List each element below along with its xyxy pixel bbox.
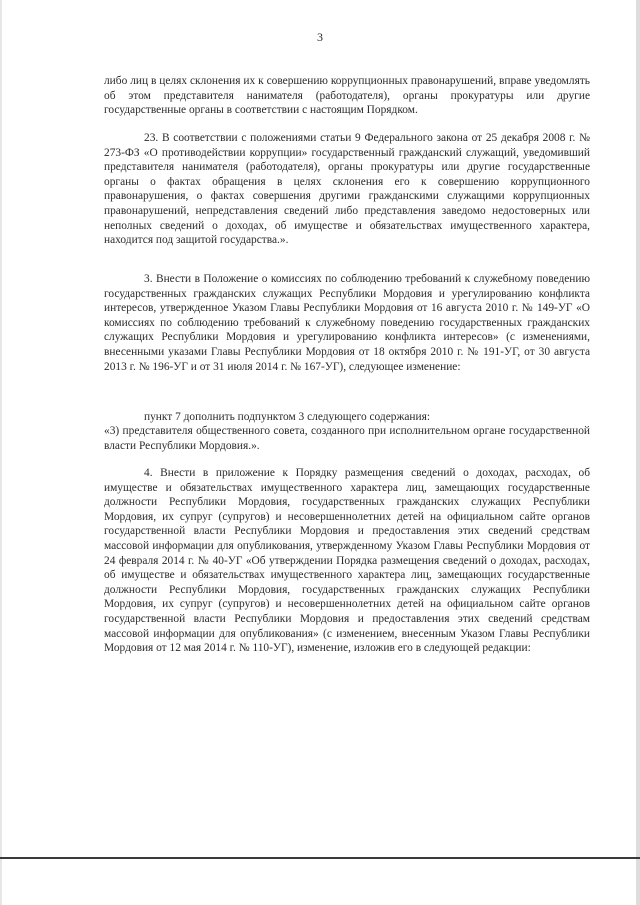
page-number: 3 bbox=[317, 30, 323, 44]
paragraph-23-text: 23. В соответствии с положениями статьи 9 Федерального закона от 25 декабря 2008 г. № 273-ФЗ «О противодействии коррупции» государственный гражданский служащий, уведомивший представителя нанимателя (работодателя), органы прокуратуры или другие государственные органы о фактах обращения в целях склонения его к совершению коррупционного правонарушения, о фактах совершения другими гражданскими служащими коррупционных правонарушений, непредставления сведений либо представления заведомо недостоверных или неполных сведений о доходах, об имуществе и обязательствах имущественного характера, находится под защитой государства.». bbox=[104, 132, 590, 247]
paragraph-intro: либо лиц в целях склонения их к совершению коррупционных правонарушений, вправе уведомлять об этом представителя нанимателя (работодателя), органы прокуратуры или другие государственные органы в соответствии с настоящим Порядком. bbox=[104, 75, 590, 117]
scan-left-edge bbox=[0, 0, 2, 905]
paragraph-4 bbox=[104, 466, 590, 656]
paragraph-3-text: 3. Внести в Положение о комиссиях по соблюдению требований к служебному поведению государственных гражданских служащих Республики Мордовия и урегулированию конфликта интересов, утвержденное Указом Главы Республики Мордовия от 16 августа 2010 г. № 149-УГ «О комиссиях по соблюдению требований к служебному поведению государственных гражданских служащих Республики Мордовия и урегулированию конфликта интересов» (с изменениями, внесенными указами Главы Республики Мордовия от 18 октября 2010 г. № 191-УГ, от 30 августа 2013 г. № 196-УГ и от 31 июля 2014 г. № 167-УГ), следующее изменение: bbox=[104, 273, 590, 373]
paragraph-3-item-7: пункт 7 дополнить подпунктом 3 следующего содержания: bbox=[144, 411, 430, 423]
scan-right-edge bbox=[636, 0, 640, 905]
page-bottom-rule bbox=[0, 857, 640, 859]
paragraph-23 bbox=[104, 131, 590, 248]
paragraph-3 bbox=[104, 272, 590, 374]
paragraph-4-text: 4. Внести в приложение к Порядку размещения сведений о доходах, расходах, об имуществе и обязательствах имущественного характера лиц, замещающих государственные должности Республики Мордовия, государственных гражданских служащих Республики Мордовия, их супруг (супругов) и несовершеннолетних детей на официальном сайте органов государственной власти Республики Мордовия и предоставления этих сведений средствам массовой информации для опубликования, утвержденному Указом Главы Республики Мордовия от 24 февраля 2014 г. № 40-УГ «Об утверждении Порядка размещения сведений о доходах, расходах, об имуществе и обязательствах имущественного характера лиц, замещающих государственные должности Республики Мордовия, государственных гражданских служащих Республики Мордовия, их супруг (супругов) и несовершеннолетних детей на официальном сайте органов государственной власти Республики Мордовия и предоставления этих сведений средствам массовой информации для опубликования» (с изменением, внесенным Указом Главы Республики Мордовия от 12 мая 2014 г. № 110-УГ), изменение, изложив его в следующей редакции: bbox=[104, 467, 590, 655]
paragraph-3-subitem-3-text: «3) представителя общественного совета, созданного при исполнительном органе государственной власти Республики Мордовия.». bbox=[104, 425, 590, 452]
paragraph-3-subitem-3 bbox=[104, 424, 590, 453]
